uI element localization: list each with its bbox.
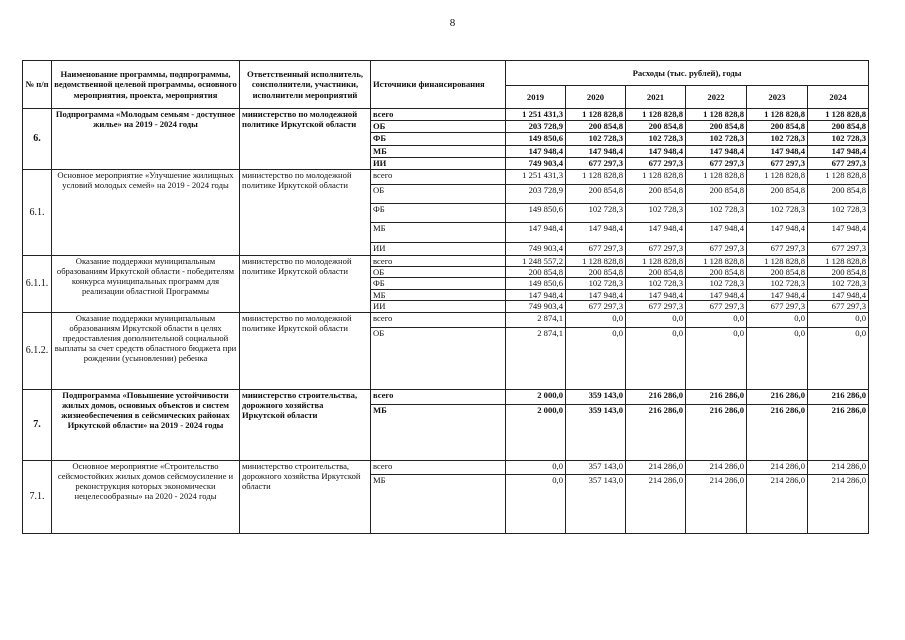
expense-value: 147 948,4: [566, 146, 626, 158]
expense-value: 216 286,0: [747, 404, 808, 460]
expense-value: 216 286,0: [747, 389, 808, 404]
expense-value: 203 728,9: [506, 185, 566, 204]
expense-value: 200 854,8: [566, 185, 626, 204]
program-name: Подпрограмма «Молодым семьям - доступное жилье» на 2019 - 2024 годы: [52, 109, 240, 170]
expense-value: 214 286,0: [626, 474, 686, 533]
expense-value: 102 728,3: [686, 204, 747, 223]
expense-value: 1 128 828,8: [686, 109, 747, 121]
expense-value: 677 297,3: [808, 158, 869, 170]
expense-value: 200 854,8: [686, 185, 747, 204]
funding-source: ОБ: [371, 267, 506, 278]
funding-source: ИИ: [371, 301, 506, 312]
table-row: [23, 109, 869, 121]
funding-source: ИИ: [371, 243, 506, 256]
expense-value: 2 000,0: [506, 389, 566, 404]
expense-value: 1 251 431,3: [506, 109, 566, 121]
row-number: 7.1.: [23, 460, 52, 533]
expense-value: 0,0: [686, 312, 747, 327]
funding-source: МБ: [371, 474, 506, 533]
expense-value: 147 948,4: [506, 146, 566, 158]
program-name: Оказание поддержки муниципальным образованиям Иркутской области в целях предоставления дополнительной социальной выплаты за счет средств областного бюджета при рождении (усыновлении) ребенка: [52, 312, 240, 389]
expense-value: 0,0: [747, 312, 808, 327]
expense-value: 200 854,8: [506, 267, 566, 278]
header-num: № п/п: [23, 61, 52, 109]
expense-value: 1 248 557,2: [506, 256, 566, 267]
expense-value: 2 000,0: [506, 404, 566, 460]
expense-value: 147 948,4: [686, 223, 747, 243]
expense-value: 149 850,6: [506, 278, 566, 290]
table-row: [23, 312, 869, 327]
funding-source: ОБ: [371, 185, 506, 204]
expense-value: 0,0: [566, 327, 626, 389]
expense-value: 0,0: [506, 474, 566, 533]
expense-value: 102 728,3: [747, 133, 808, 146]
executor: министерство строительства, дорожного хозяйства Иркутской области: [240, 460, 371, 533]
executor: министерство по молодежной политике Иркутской области: [240, 170, 371, 256]
funding-source: всего: [371, 312, 506, 327]
header-executor: Ответственный исполнитель, соисполнители, участники, исполнители мероприятий: [240, 61, 371, 109]
program-name: Оказание поддержки муниципальным образованиям Иркутской области - победителям конкурса муниципальных программ для реализации областной Программы: [52, 256, 240, 313]
expense-value: 677 297,3: [747, 158, 808, 170]
expense-value: 677 297,3: [747, 243, 808, 256]
expense-value: 200 854,8: [747, 267, 808, 278]
funding-source: МБ: [371, 223, 506, 243]
expense-value: 1 128 828,8: [686, 256, 747, 267]
expense-value: 0,0: [747, 327, 808, 389]
expense-value: 357 143,0: [566, 474, 626, 533]
expense-value: 749 903,4: [506, 243, 566, 256]
expense-value: 677 297,3: [626, 158, 686, 170]
expense-value: 147 948,4: [506, 290, 566, 301]
expense-value: 749 903,4: [506, 301, 566, 312]
expense-value: 147 948,4: [686, 146, 747, 158]
expense-value: 216 286,0: [686, 389, 747, 404]
expense-value: 200 854,8: [626, 267, 686, 278]
row-number: 6.1.2.: [23, 312, 52, 389]
program-name: Основное мероприятие «Улучшение жилищных условий молодых семей» на 2019 - 2024 годы: [52, 170, 240, 256]
expense-value: 1 251 431,3: [506, 170, 566, 185]
expense-value: 200 854,8: [686, 267, 747, 278]
expense-value: 147 948,4: [747, 223, 808, 243]
expense-value: 214 286,0: [747, 460, 808, 474]
row-number: 6.1.1.: [23, 256, 52, 313]
expense-value: 102 728,3: [566, 133, 626, 146]
expense-value: 214 286,0: [808, 460, 869, 474]
expense-value: 677 297,3: [808, 301, 869, 312]
expense-value: 359 143,0: [566, 389, 626, 404]
expense-value: 147 948,4: [686, 290, 747, 301]
expense-value: 0,0: [506, 460, 566, 474]
expense-value: 359 143,0: [566, 404, 626, 460]
expense-value: 216 286,0: [686, 404, 747, 460]
expense-value: 677 297,3: [686, 301, 747, 312]
header-year: 2021: [626, 86, 686, 109]
expense-value: 200 854,8: [747, 121, 808, 133]
header-year: 2023: [747, 86, 808, 109]
expense-value: 357 143,0: [566, 460, 626, 474]
expense-value: 102 728,3: [808, 133, 869, 146]
header-year: 2020: [566, 86, 626, 109]
expense-value: 102 728,3: [747, 278, 808, 290]
expense-value: 149 850,6: [506, 204, 566, 223]
funding-source: всего: [371, 256, 506, 267]
expense-value: 203 728,9: [506, 121, 566, 133]
expense-value: 1 128 828,8: [747, 256, 808, 267]
expense-value: 200 854,8: [566, 267, 626, 278]
expense-value: 147 948,4: [506, 223, 566, 243]
header-name: Наименование программы, подпрограммы, ведомственной целевой программы, основного мероприятия, проекта, мероприятия: [52, 61, 240, 109]
funding-source: МБ: [371, 290, 506, 301]
expense-value: 1 128 828,8: [566, 170, 626, 185]
row-number: 6.: [23, 109, 52, 170]
expense-value: 1 128 828,8: [626, 109, 686, 121]
expense-value: 102 728,3: [626, 278, 686, 290]
expense-value: 677 297,3: [686, 158, 747, 170]
funding-source: ИИ: [371, 158, 506, 170]
expense-value: 147 948,4: [747, 146, 808, 158]
executor: министерство по молодежной политике Иркутской области: [240, 256, 371, 313]
expense-value: 216 286,0: [808, 389, 869, 404]
expense-value: 149 850,6: [506, 133, 566, 146]
expense-value: 200 854,8: [626, 185, 686, 204]
expense-value: 677 297,3: [626, 301, 686, 312]
funding-source: всего: [371, 109, 506, 121]
expense-value: 677 297,3: [566, 243, 626, 256]
expense-value: 214 286,0: [686, 460, 747, 474]
table-row: [23, 460, 869, 474]
expense-value: 200 854,8: [686, 121, 747, 133]
expense-value: 2 874,1: [506, 312, 566, 327]
expense-value: 1 128 828,8: [686, 170, 747, 185]
funding-source: ФБ: [371, 204, 506, 223]
row-number: 6.1.: [23, 170, 52, 256]
funding-source: всего: [371, 170, 506, 185]
header-row-main: [23, 61, 869, 86]
expense-value: 200 854,8: [808, 121, 869, 133]
expense-value: 749 903,4: [506, 158, 566, 170]
expense-value: 147 948,4: [626, 290, 686, 301]
expense-value: 102 728,3: [747, 204, 808, 223]
expense-value: 102 728,3: [686, 133, 747, 146]
expense-value: 214 286,0: [626, 460, 686, 474]
funding-source: всего: [371, 389, 506, 404]
table-row: [23, 170, 869, 185]
expense-value: 1 128 828,8: [808, 170, 869, 185]
expense-value: 677 297,3: [566, 158, 626, 170]
expense-value: 147 948,4: [747, 290, 808, 301]
expense-value: 0,0: [808, 327, 869, 389]
executor: министерство строительства, дорожного хозяйства Иркутской области: [240, 389, 371, 460]
expense-value: 1 128 828,8: [808, 109, 869, 121]
row-number: 7.: [23, 389, 52, 460]
expense-value: 200 854,8: [747, 185, 808, 204]
funding-source: ОБ: [371, 327, 506, 389]
header-source: Источники финансирования: [371, 61, 506, 109]
table-row: [23, 389, 869, 404]
expense-value: 147 948,4: [808, 223, 869, 243]
expense-value: 102 728,3: [626, 133, 686, 146]
page-number: 8: [449, 17, 456, 29]
expense-value: 216 286,0: [808, 404, 869, 460]
expense-value: 0,0: [808, 312, 869, 327]
expense-value: 102 728,3: [566, 204, 626, 223]
expense-value: 1 128 828,8: [747, 170, 808, 185]
funding-source: ФБ: [371, 133, 506, 146]
expense-value: 216 286,0: [626, 404, 686, 460]
header-year: 2019: [506, 86, 566, 109]
program-name: Подпрограмма «Повышение устойчивости жилых домов, основных объектов и систем жизнеобеспечения в сейсмических районах Иркутской области» на 2019 - 2024 годы: [52, 389, 240, 460]
expense-value: 0,0: [686, 327, 747, 389]
expense-value: 677 297,3: [686, 243, 747, 256]
expense-value: 0,0: [626, 312, 686, 327]
expense-value: 147 948,4: [808, 146, 869, 158]
table-body: [23, 109, 869, 534]
expense-value: 102 728,3: [808, 204, 869, 223]
expense-value: 102 728,3: [626, 204, 686, 223]
expense-value: 677 297,3: [747, 301, 808, 312]
executor: министерство по молодежной политике Иркутской области: [240, 109, 371, 170]
expense-value: 2 874,1: [506, 327, 566, 389]
expense-value: 200 854,8: [566, 121, 626, 133]
expense-value: 1 128 828,8: [566, 109, 626, 121]
expense-value: 1 128 828,8: [808, 256, 869, 267]
expense-value: 1 128 828,8: [566, 256, 626, 267]
header-expenses: Расходы (тыс. рублей), годы: [506, 61, 869, 86]
funding-source: всего: [371, 460, 506, 474]
expense-value: 214 286,0: [686, 474, 747, 533]
executor: министерство по молодежной политике Иркутской области: [240, 312, 371, 389]
expense-value: 677 297,3: [808, 243, 869, 256]
expense-value: 0,0: [626, 327, 686, 389]
expense-value: 147 948,4: [626, 223, 686, 243]
expense-value: 200 854,8: [626, 121, 686, 133]
expense-value: 102 728,3: [566, 278, 626, 290]
expense-value: 677 297,3: [566, 301, 626, 312]
expense-value: 1 128 828,8: [626, 170, 686, 185]
expense-value: 102 728,3: [808, 278, 869, 290]
expense-value: 147 948,4: [626, 146, 686, 158]
expense-value: 200 854,8: [808, 267, 869, 278]
budget-table: [22, 60, 869, 534]
funding-source: МБ: [371, 146, 506, 158]
expense-value: 1 128 828,8: [747, 109, 808, 121]
table-row: [23, 256, 869, 267]
program-name: Основное мероприятие «Строительство сейсмостойких жилых домов сейсмоусиление и реконструкция которых экономически нецелесообразны» на 2020 - 2024 годы: [52, 460, 240, 533]
expense-value: 1 128 828,8: [626, 256, 686, 267]
funding-source: ОБ: [371, 121, 506, 133]
expense-value: 0,0: [566, 312, 626, 327]
expense-value: 216 286,0: [626, 389, 686, 404]
expense-value: 200 854,8: [808, 185, 869, 204]
expense-value: 147 948,4: [566, 290, 626, 301]
funding-source: ФБ: [371, 278, 506, 290]
expense-value: 677 297,3: [626, 243, 686, 256]
expense-value: 214 286,0: [808, 474, 869, 533]
expense-value: 102 728,3: [686, 278, 747, 290]
expense-value: 147 948,4: [566, 223, 626, 243]
funding-source: МБ: [371, 404, 506, 460]
header-year: 2024: [808, 86, 869, 109]
expense-value: 147 948,4: [808, 290, 869, 301]
expense-value: 214 286,0: [747, 474, 808, 533]
header-year: 2022: [686, 86, 747, 109]
